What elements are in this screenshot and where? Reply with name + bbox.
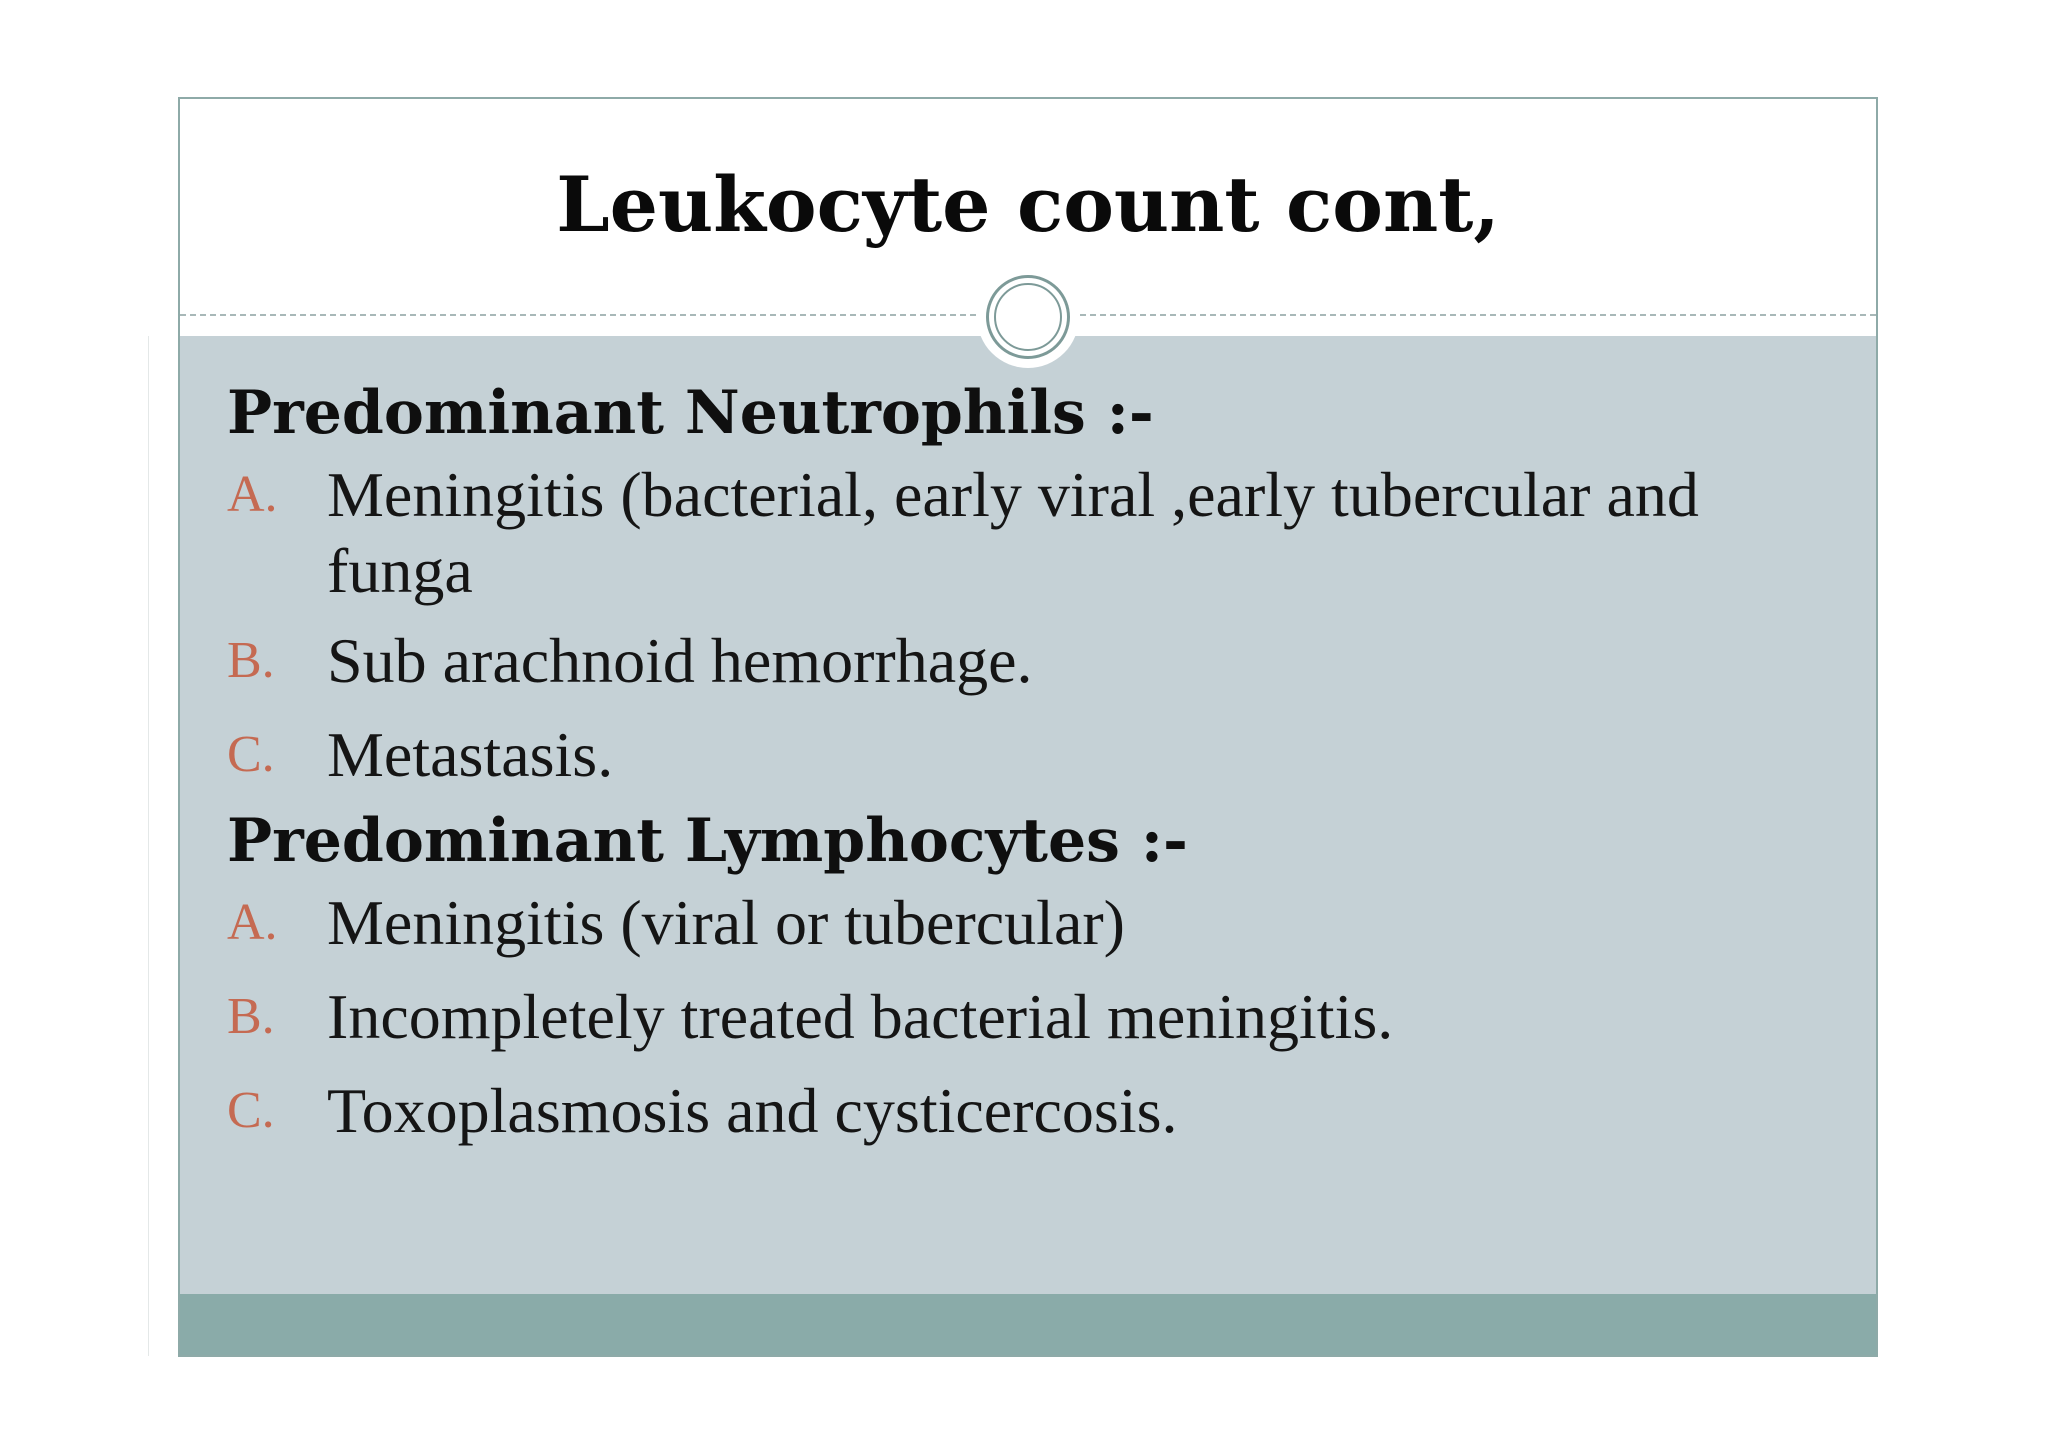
section-heading-lymphocytes: Predominant Lymphocytes :- (227, 806, 1188, 876)
double-ring-circle-icon (977, 266, 1079, 368)
ornament-outer-ring (986, 275, 1070, 359)
list-item (227, 717, 1827, 793)
list-marker: A. (227, 466, 278, 523)
list-item (227, 885, 1827, 961)
list-item-text: Meningitis (bacterial, early viral ,early tubercular and funga (327, 459, 1699, 606)
ornament-inner-ring (994, 283, 1062, 351)
list-item-text: Toxoplasmosis and cysticercosis. (327, 1075, 1178, 1146)
list-marker: A. (227, 894, 278, 951)
list-marker: B. (227, 632, 275, 689)
list-item-text: Sub arachnoid hemorrhage. (327, 625, 1033, 696)
list-marker: B. (227, 988, 275, 1045)
list-marker: C. (227, 726, 275, 783)
list-item (227, 623, 1827, 699)
footer-band (180, 1294, 1876, 1355)
slide-title: Leukocyte count cont, (556, 160, 1500, 249)
slide (178, 97, 1878, 1357)
list-marker: C. (227, 1082, 275, 1139)
list-item-text: Incompletely treated bacterial meningitis. (327, 981, 1394, 1052)
list-item (227, 1073, 1827, 1149)
list-item-text: Meningitis (viral or tubercular) (327, 887, 1125, 958)
list-item (227, 457, 1827, 609)
list-item-text: Metastasis. (327, 719, 614, 790)
slide-body (227, 369, 1827, 1169)
list-item (227, 979, 1827, 1055)
section-heading-neutrophils: Predominant Neutrophils :- (227, 378, 1154, 448)
page-edge-line (148, 336, 149, 1356)
